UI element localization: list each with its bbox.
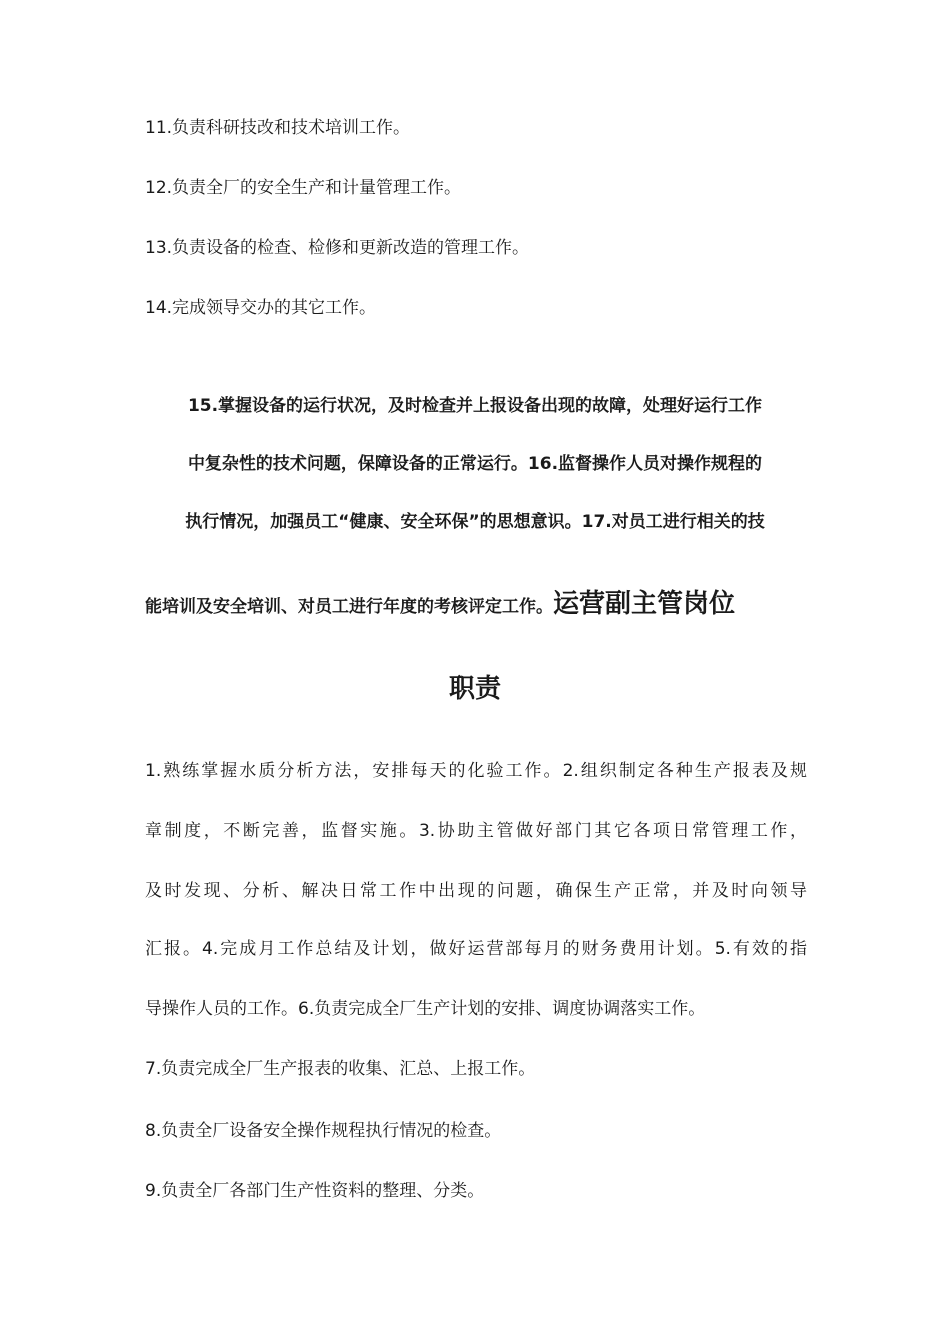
paragraph-line: 1.熟练掌握水质分析方法，安排每天的化验工作。2.组织制定各种生产报表及规	[145, 761, 807, 781]
section-heading: 运营副主管岗位	[553, 589, 736, 619]
paragraph-line: 汇报。4.完成月工作总结及计划，做好运营部每月的财务费用计划。5.有效的指	[145, 939, 807, 959]
list-item: 7.负责完成全厂生产报表的收集、汇总、上报工作。	[145, 1059, 536, 1079]
paragraph-line: 导操作人员的工作。6.负责完成全厂生产计划的安排、调度协调落实工作。	[145, 999, 706, 1019]
list-item: 9.负责全厂各部门生产性资料的整理、分类。	[145, 1181, 485, 1201]
paragraph-line: 章制度，不断完善，监督实施。3.协助主管做好部门其它各项日常管理工作，	[145, 821, 807, 841]
bold-paragraph-line	[145, 588, 807, 623]
bold-paragraph-line: 执行情况，加强员工“健康、安全环保”的思想意识。17.对员工进行相关的技	[185, 512, 765, 532]
list-item: 12.负责全厂的安全生产和计量管理工作。	[145, 178, 462, 198]
bold-paragraph-line: 15.掌握设备的运行状况，及时检查并上报设备出现的故障，处理好运行工作	[187, 396, 763, 416]
paragraph-line: 及时发现、分析、解决日常工作中出现的问题，确保生产正常，并及时向领导	[145, 881, 807, 901]
bold-paragraph-line: 中复杂性的技术问题，保障设备的正常运行。16.监督操作人员对操作规程的	[187, 454, 763, 474]
list-item: 11.负责科研技改和技术培训工作。	[145, 118, 411, 138]
list-item: 13.负责设备的检查、检修和更新改造的管理工作。	[145, 238, 530, 258]
section-heading: 职责	[448, 674, 501, 704]
list-item: 8.负责全厂设备安全操作规程执行情况的检查。	[145, 1121, 502, 1141]
list-item: 14.完成领导交办的其它工作。	[145, 298, 377, 318]
bold-paragraph-text: 能培训及安全培训、对员工进行年度的考核评定工作。	[145, 597, 553, 617]
